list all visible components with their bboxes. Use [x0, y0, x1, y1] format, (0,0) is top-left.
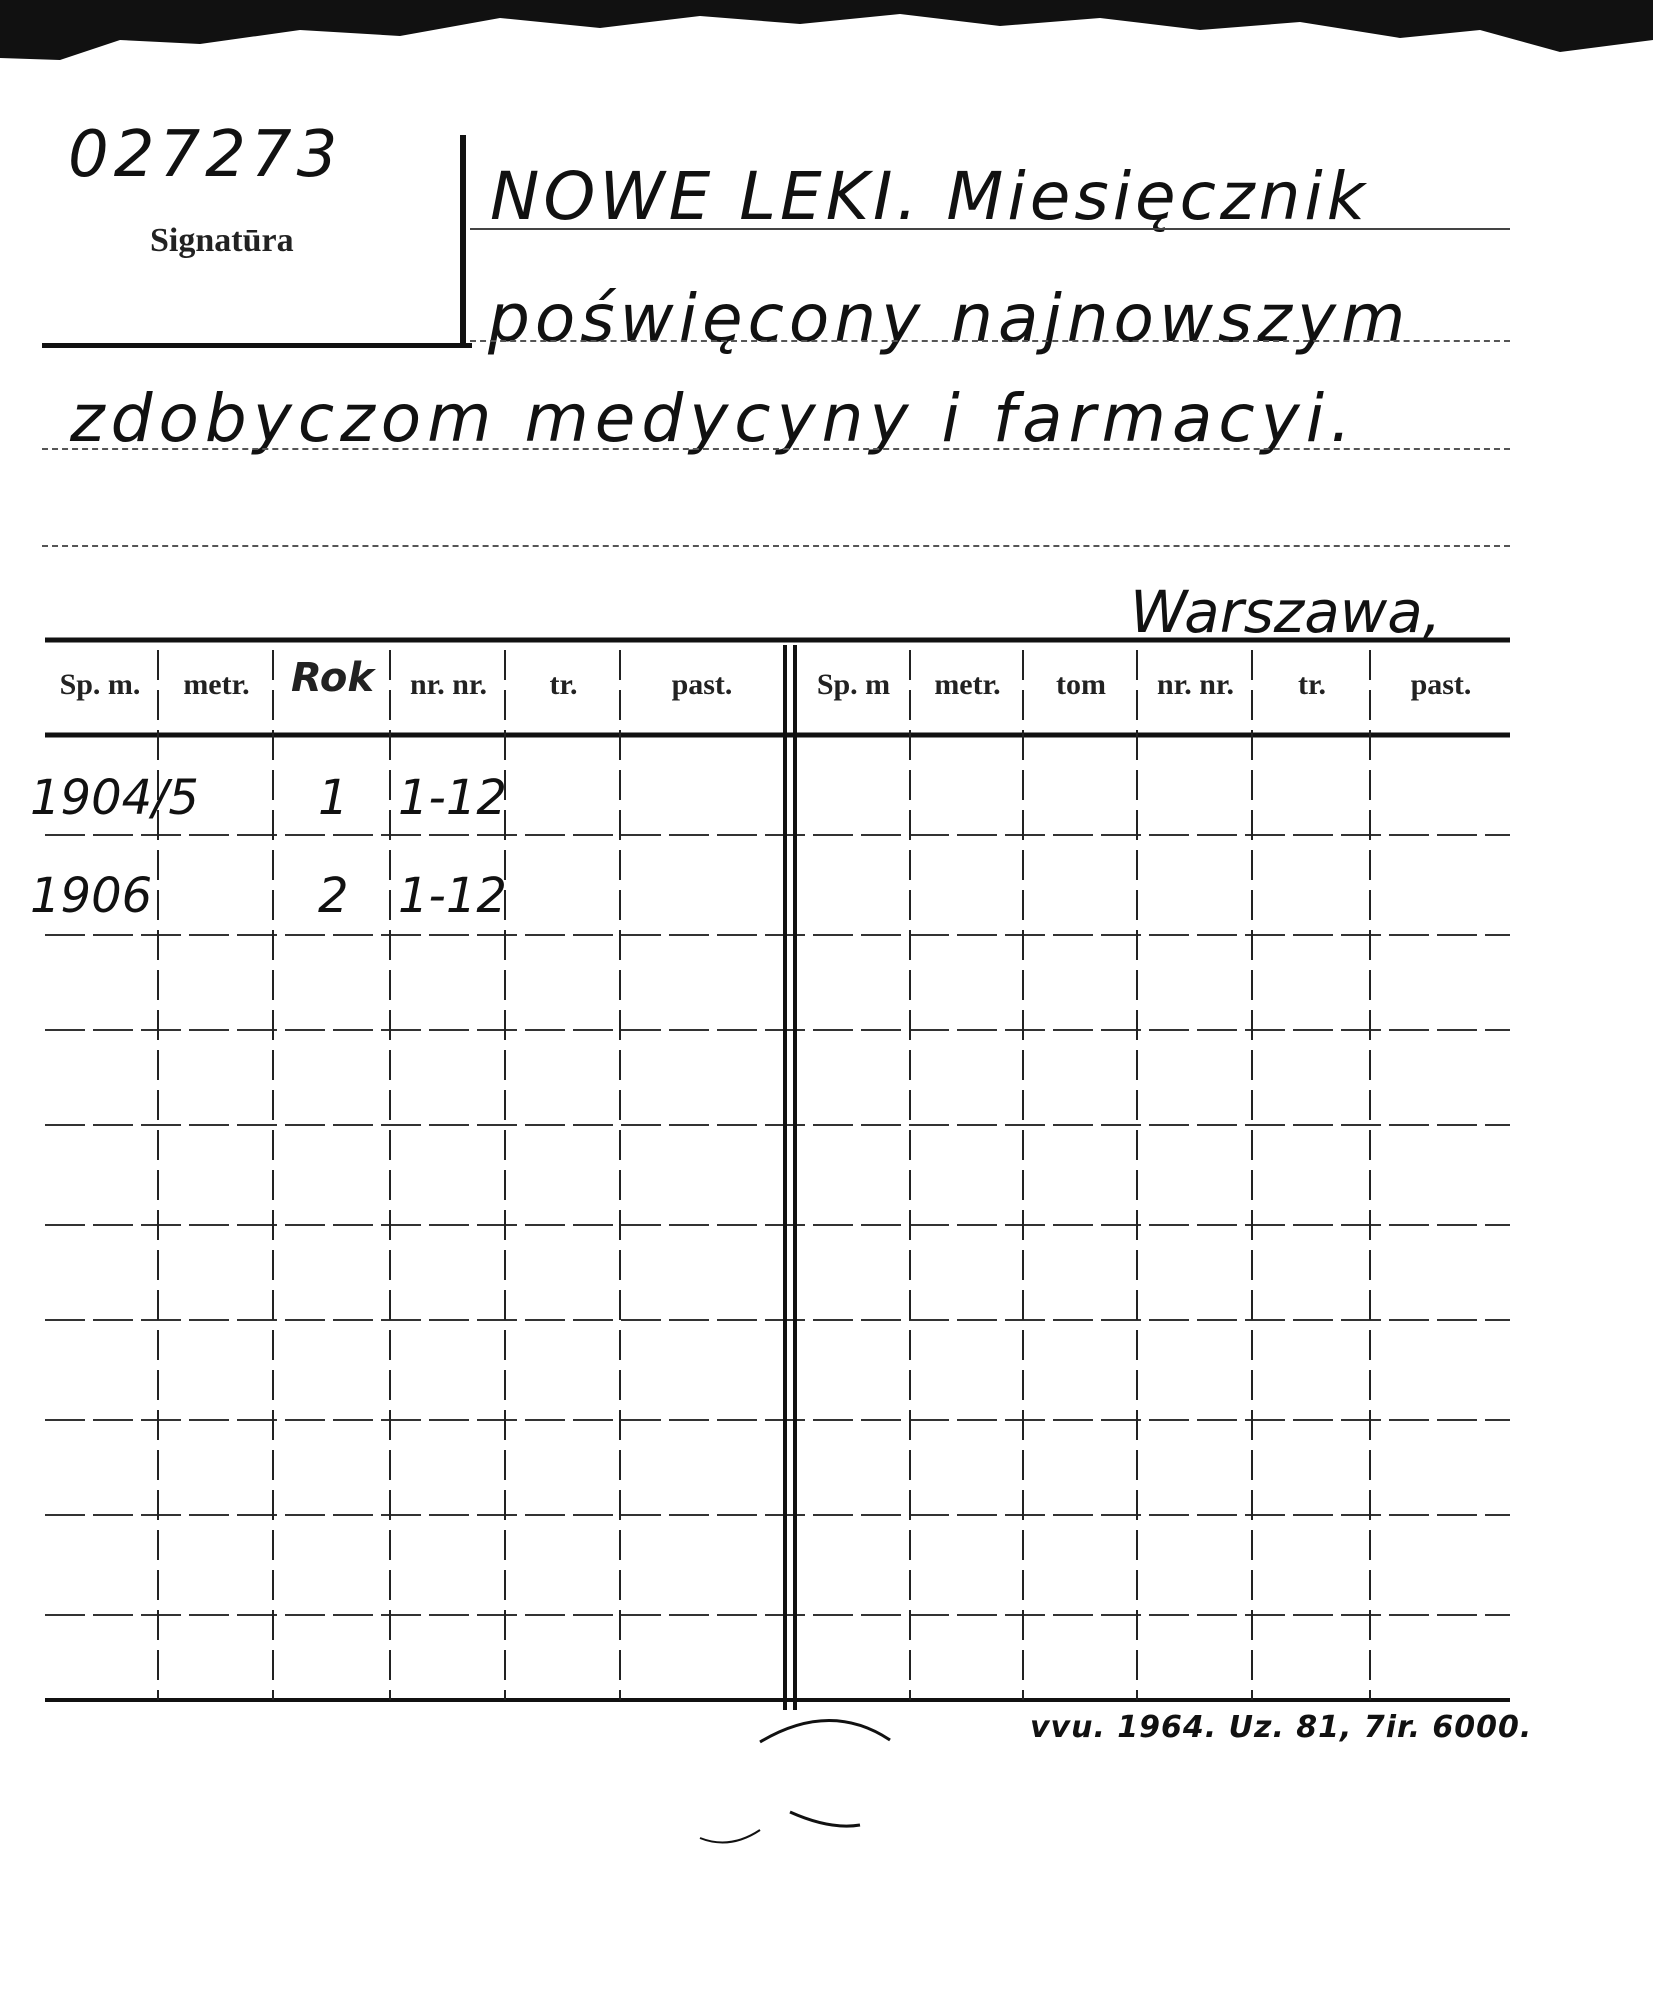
header-left-tr: tr.	[549, 668, 578, 701]
row-1-sp: 1904/5	[30, 770, 199, 826]
header-left-nr-nr: nr. nr.	[410, 668, 487, 701]
title-line-2: poświęcony najnowszym	[488, 280, 1411, 357]
row-2-nr: 1-12	[398, 868, 507, 924]
header-left-past: past.	[671, 668, 733, 701]
header-right-tr: tr.	[1297, 668, 1327, 701]
header-left-metr: metr.	[183, 668, 250, 701]
place-of-publication: Warszawa,	[1130, 578, 1442, 646]
signatura-number: 027273	[68, 118, 343, 192]
header-left-sp-m: Sp. m.	[59, 668, 141, 701]
header-right-nr-nr: nr. nr.	[1157, 668, 1234, 701]
header-left-rok: Rok	[291, 655, 374, 701]
title-line-3: zdobyczom medycyny i farmacyi.	[70, 380, 1358, 457]
title-line-1: NOWE LEKI. Miesięcznik	[490, 158, 1369, 235]
printer-note: vvu. 1964. Uz. 81, 7ir. 6000.	[1030, 1710, 1533, 1745]
header-right-past: past.	[1410, 668, 1472, 701]
row-2-sp: 1906	[30, 868, 153, 924]
header-right-sp-m: Sp. m	[816, 668, 891, 701]
row-2-rok: 2	[318, 868, 349, 924]
header-right-metr: metr.	[934, 668, 1001, 701]
row-1-rok: 1	[318, 770, 349, 826]
signatura-label: Signatūra	[150, 222, 294, 259]
row-1-nr: 1-12	[398, 770, 507, 826]
header-right-tom: tom	[1056, 668, 1106, 701]
